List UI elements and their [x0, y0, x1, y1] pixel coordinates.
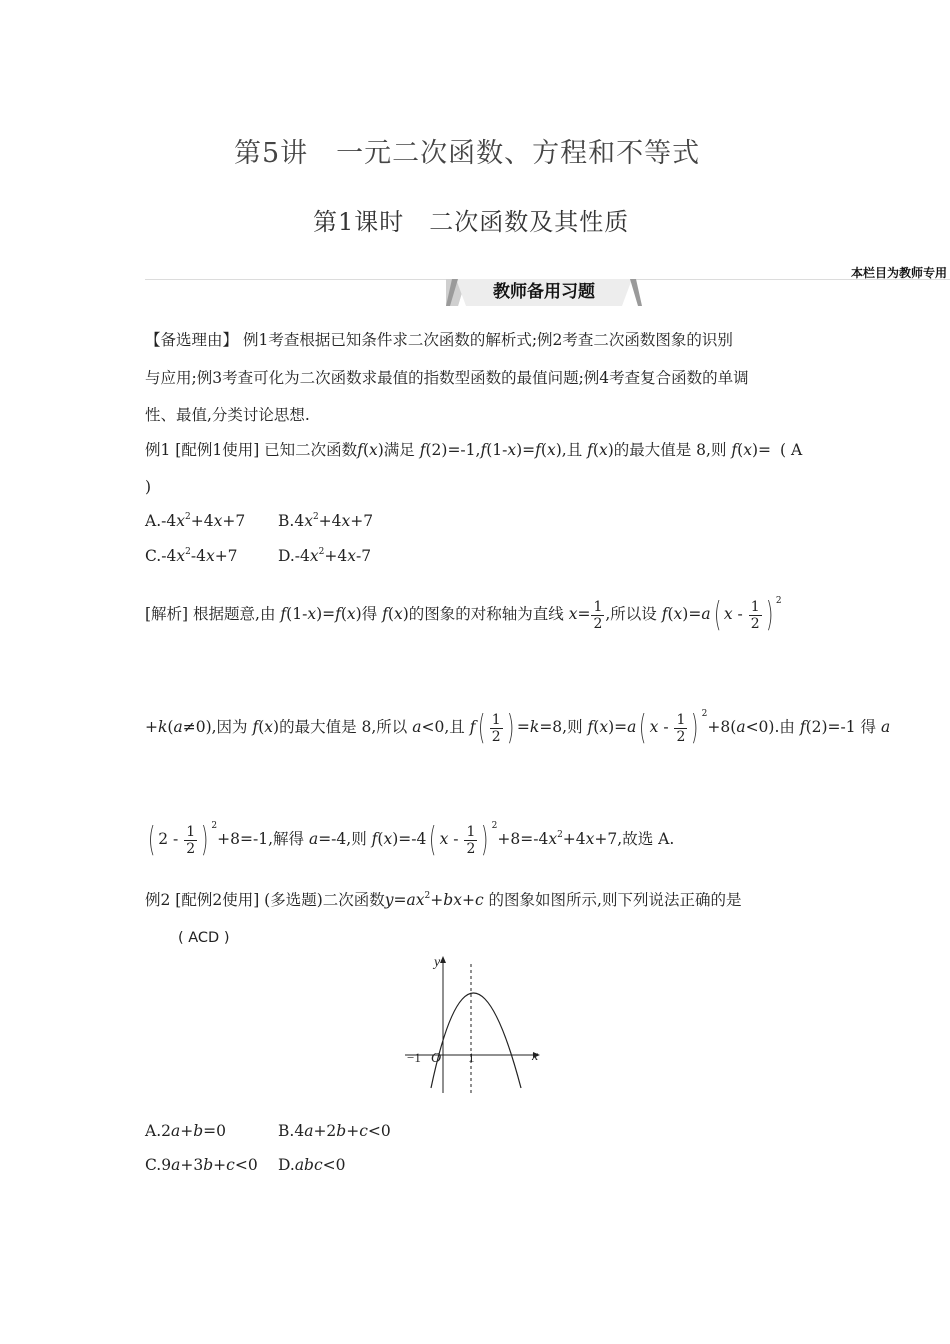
ex1-solution-line-2: +k(a≠0),因为 f(x)的最大值是 8,所以 a<0,且 f( $\frac{1}{2}$ ) =k=8,则 f(x)=a( x - $\frac{1}{2}$ ) $^2$+8(a<0).由 f(2)=-1 得 a	[145, 708, 891, 748]
ex1-answer-close: )	[145, 478, 152, 496]
ex1-stem: 例1 [配例1使用] 已知二次函数f(x)满足 f(2)=-1,f(1-x)=f(x),且 f(x)的最大值是 8,则 f(x)=	[145, 441, 772, 459]
ex2-option-c[interactable]: C.9a+3b+c<0	[145, 1156, 258, 1174]
reason-line-1	[145, 330, 733, 350]
ex1-solution-line-1: [解析] 根据题意,由 f(1-x)=f(x)得 f(x)的图象的对称轴为直线 x= $\frac{1}{2}$ ,所以设 f(x)=a( x - $\frac{1}{2}$ ) $^2$	[145, 595, 782, 635]
ex2-answer: ( ACD )	[178, 930, 230, 946]
ex2-stem: 例2 [配例2使用] (多选题)二次函数$y=ax^2+bx+c$ 的图象如图所示,则下列说法正确的是	[145, 891, 742, 909]
banner-label: 教师备用习题	[493, 282, 595, 302]
tick-label-1: 1	[468, 1050, 475, 1065]
origin-label: O	[431, 1051, 442, 1066]
reason-text-1: 例1考查根据已知条件求二次函数的解析式;例2考查二次函数图象的识别	[242, 331, 733, 349]
teacher-exercise-banner	[446, 279, 642, 306]
x-axis-label: x	[532, 1049, 539, 1064]
page-subtitle: 第1课时 二次函数及其性质	[313, 208, 630, 236]
ex1-solution-line-3: ( 2 - $\frac{1}{2}$ ) $^2$+8=-1,解得 a=-4,则 f(x)=-4( x - $\frac{1}{2}$ ) $^2+8=-4x^2+4x+7$,故选 A.	[147, 820, 675, 860]
y-axis-arrow-icon	[440, 956, 446, 963]
y-axis-label: y	[434, 955, 441, 970]
solution-label: [解析]	[145, 605, 189, 623]
ex2-prefix: 例2 [配例2使用] (多选题)二次函数	[145, 891, 385, 909]
tick-label-neg1: −1	[407, 1050, 421, 1065]
ex1-prefix: 例1 [配例1使用] 已知二次函数	[145, 441, 358, 459]
ex1-option-d[interactable]: $D.-4x^2+4x-7$	[278, 547, 372, 565]
ex2-option-d[interactable]: D.abc<0	[278, 1156, 346, 1174]
ex1-option-a[interactable]: $A.-4x^2+4x+7$	[145, 512, 246, 530]
reason-line-3: 性、最值,分类讨论思想.	[145, 406, 310, 424]
parabola-curve	[431, 993, 521, 1088]
ex1-option-c[interactable]: $C.-4x^2-4x+7$	[145, 547, 238, 565]
ex2-option-b[interactable]: B.4a+2b+c<0	[278, 1122, 391, 1140]
reason-label: 【备选理由】	[145, 331, 239, 349]
solution-end: ,故选 A.	[617, 830, 675, 848]
page-title: 第5讲 一元二次函数、方程和不等式	[234, 138, 701, 169]
parabola-graph	[400, 948, 550, 1098]
reason-line-2: 与应用;例3考查可化为二次函数求最值的指数型函数的最值问题;例4考查复合函数的单调	[145, 369, 749, 387]
ex2-option-a[interactable]: A.2a+b=0	[145, 1122, 227, 1140]
ex1-answer: ( A	[780, 441, 803, 459]
ex1-option-b[interactable]: $B.4x^2+4x+7$	[278, 512, 374, 530]
teacher-only-note: 本栏目为教师专用	[850, 266, 947, 280]
